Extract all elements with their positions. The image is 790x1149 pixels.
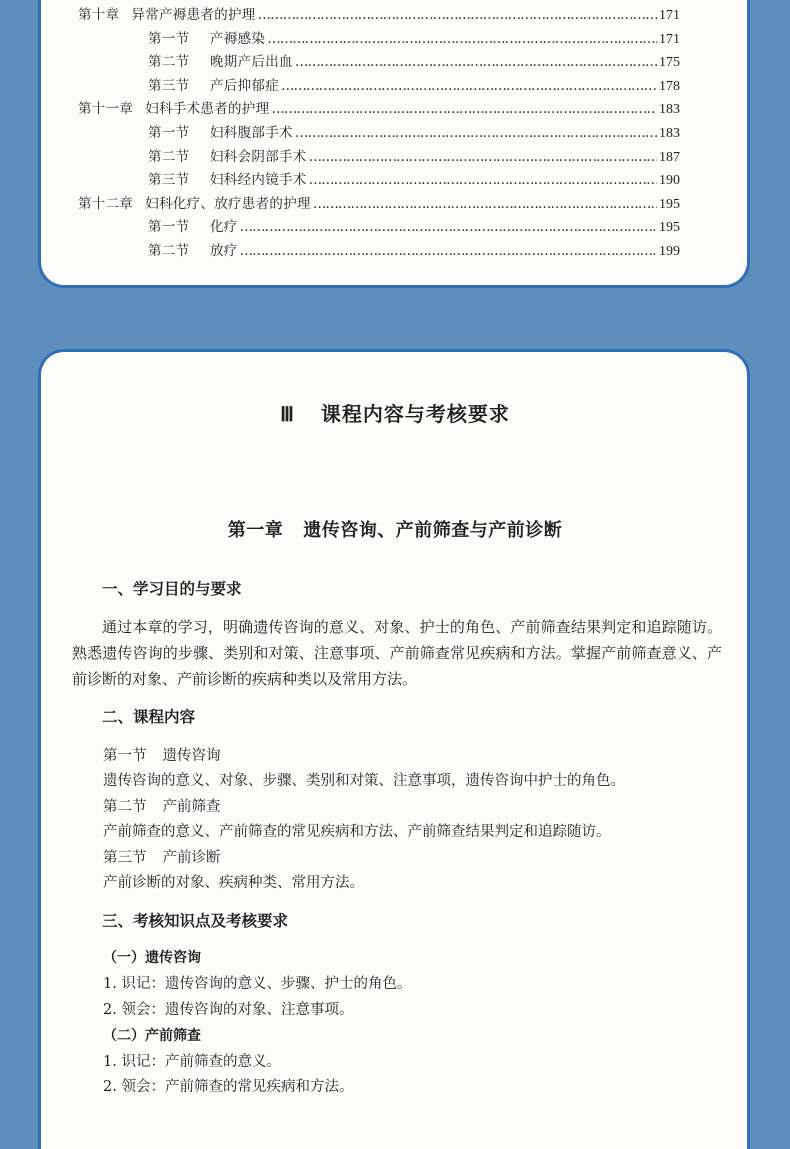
toc-chapter-row xyxy=(78,4,680,26)
exam-group-1-item-2: 2. 领会：遗传咨询的对象、注意事项。 xyxy=(103,1002,354,1018)
toc-page-number: 178 xyxy=(659,78,680,94)
exam-group-1-item-1: 1. 识记：遗传咨询的意义、步骤、护士的角色。 xyxy=(103,976,412,992)
section-2-title: 产前筛查 xyxy=(162,799,221,815)
toc-entry-title xyxy=(148,146,307,168)
toc-leader-dots xyxy=(313,193,657,215)
toc-page-number: 195 xyxy=(659,196,680,212)
toc-entry-text: 妇科经内镜手术 xyxy=(210,172,307,189)
toc-leader-dots xyxy=(267,28,657,50)
toc-entry-label: 第二节 xyxy=(148,54,190,71)
toc-entry-text: 晚期产后出血 xyxy=(210,54,293,71)
toc-entry-text: 妇科手术患者的护理 xyxy=(145,101,270,118)
part-title xyxy=(0,398,790,427)
toc-entry-label: 第三节 xyxy=(148,172,190,189)
toc-entry-text: 异常产褥患者的护理 xyxy=(131,7,256,23)
toc-entry-label: 第十二章 xyxy=(78,195,134,212)
toc-entry-label: 第十一章 xyxy=(78,101,134,118)
chapter-title xyxy=(0,516,790,542)
section-3-text: 产前诊断的对象、疾病种类、常用方法。 xyxy=(103,875,364,891)
toc-chapter-row xyxy=(78,98,680,120)
exam-group-2-item-1: 1. 识记：产前筛查的意义。 xyxy=(103,1054,281,1070)
exam-group-2-item-2: 2. 领会：产前筛查的常见疾病和方法。 xyxy=(103,1079,354,1095)
exam-group-2: （二）产前筛查 xyxy=(103,1028,201,1044)
toc-entry-title xyxy=(78,193,311,215)
toc-entry-title xyxy=(148,240,238,262)
objectives-paragraph xyxy=(72,614,722,692)
toc-entry-label: 第一节 xyxy=(148,30,190,47)
toc-section-row xyxy=(148,51,680,73)
toc-entry-text: 妇科腹部手术 xyxy=(210,125,293,141)
toc-entry-label: 第二节 xyxy=(148,243,190,259)
toc-entry-label: 第一节 xyxy=(148,219,190,236)
section-1-heading xyxy=(103,744,221,765)
chapter-number: 第一章 xyxy=(227,520,284,541)
chapter-title-text: 遗传咨询、产前筛查与产前诊断 xyxy=(303,520,563,541)
toc-entry-label: 第三节 xyxy=(148,77,190,94)
toc-section-row xyxy=(148,146,680,168)
toc-entry-label: 第一节 xyxy=(148,125,190,141)
toc-entry-text: 化疗 xyxy=(210,219,238,236)
toc-leader-dots xyxy=(271,98,657,120)
part-roman: Ⅲ xyxy=(280,404,295,426)
toc-leader-dots xyxy=(240,240,657,262)
toc-entry-title xyxy=(148,216,238,238)
section-3-title: 产前诊断 xyxy=(162,850,221,866)
toc-entry-title xyxy=(148,51,293,73)
toc-page-number: 187 xyxy=(659,149,680,165)
toc-section-row xyxy=(148,122,680,144)
section-2-text: 产前筛查的意义、产前筛查的常见疾病和方法、产前筛查结果判定和追踪随访。 xyxy=(103,824,611,840)
toc-leader-dots xyxy=(295,122,657,144)
section-3-heading xyxy=(103,846,221,867)
section-2-label: 第二节 xyxy=(103,799,147,815)
toc-page-number: 171 xyxy=(659,8,680,23)
section-1-text: 遗传咨询的意义、对象、步骤、类别和对策、注意事项，遗传咨询中护士的角色。 xyxy=(103,773,625,789)
heading-exam: 三、考核知识点及考核要求 xyxy=(102,912,289,930)
toc-entry-text: 妇科化疗、放疗患者的护理 xyxy=(145,195,311,212)
heading-objectives: 一、学习目的与要求 xyxy=(102,580,242,598)
toc-leader-dots xyxy=(240,216,657,238)
toc-section-row xyxy=(148,216,680,238)
toc-section-row xyxy=(148,169,680,191)
part-title-text: 课程内容与考核要求 xyxy=(320,402,510,426)
toc-leader-dots xyxy=(295,51,657,73)
section-2-heading xyxy=(103,795,221,816)
section-3-label: 第三节 xyxy=(103,850,147,866)
toc-page-number: 195 xyxy=(659,220,680,236)
section-1-title: 遗传咨询 xyxy=(162,748,221,764)
toc-entry-text: 产后抑郁症 xyxy=(210,77,279,94)
toc-entry-text: 妇科会阴部手术 xyxy=(210,148,307,165)
toc-chapter-row xyxy=(78,193,680,215)
toc-entry-title xyxy=(148,75,279,97)
toc-leader-dots xyxy=(309,146,657,168)
toc-section-row xyxy=(148,75,680,97)
heading-content: 二、课程内容 xyxy=(102,708,196,726)
toc-entry-title xyxy=(148,169,307,191)
toc-entry-label: 第二节 xyxy=(148,148,190,165)
toc-entry-title xyxy=(78,4,256,26)
toc-leader-dots xyxy=(258,4,657,26)
toc-page-number: 175 xyxy=(659,55,680,71)
toc-entry-text: 放疗 xyxy=(210,243,238,259)
toc-entry-text: 产褥感染 xyxy=(210,30,266,47)
toc-leader-dots xyxy=(309,169,657,191)
toc-leader-dots xyxy=(281,75,657,97)
toc-page-number: 171 xyxy=(659,31,680,47)
toc-page-number: 190 xyxy=(659,173,680,189)
toc-page-number: 199 xyxy=(659,244,680,259)
toc-entry-title xyxy=(78,98,269,120)
toc-section-row xyxy=(148,28,680,50)
toc-entry-title xyxy=(148,28,265,50)
toc-entry-label: 第十章 xyxy=(78,7,120,23)
toc-entry-title xyxy=(148,122,293,144)
toc-page-number: 183 xyxy=(659,102,680,118)
toc-section-row xyxy=(148,240,680,262)
toc-page-number: 183 xyxy=(659,126,680,141)
section-1-label: 第一节 xyxy=(103,748,147,764)
exam-group-1: （一）遗传咨询 xyxy=(103,950,201,966)
objectives-text: 通过本章的学习，明确遗传咨询的意义、对象、护士的角色、产前筛查结果判定和追踪随访。熟悉遗传咨询的步骤、类别和对策、注意事项、产前筛查常见疾病和方法。掌握产前筛查意义、产前诊断的对象、产前诊断的疾病种类以及常用方法。 xyxy=(72,618,722,688)
